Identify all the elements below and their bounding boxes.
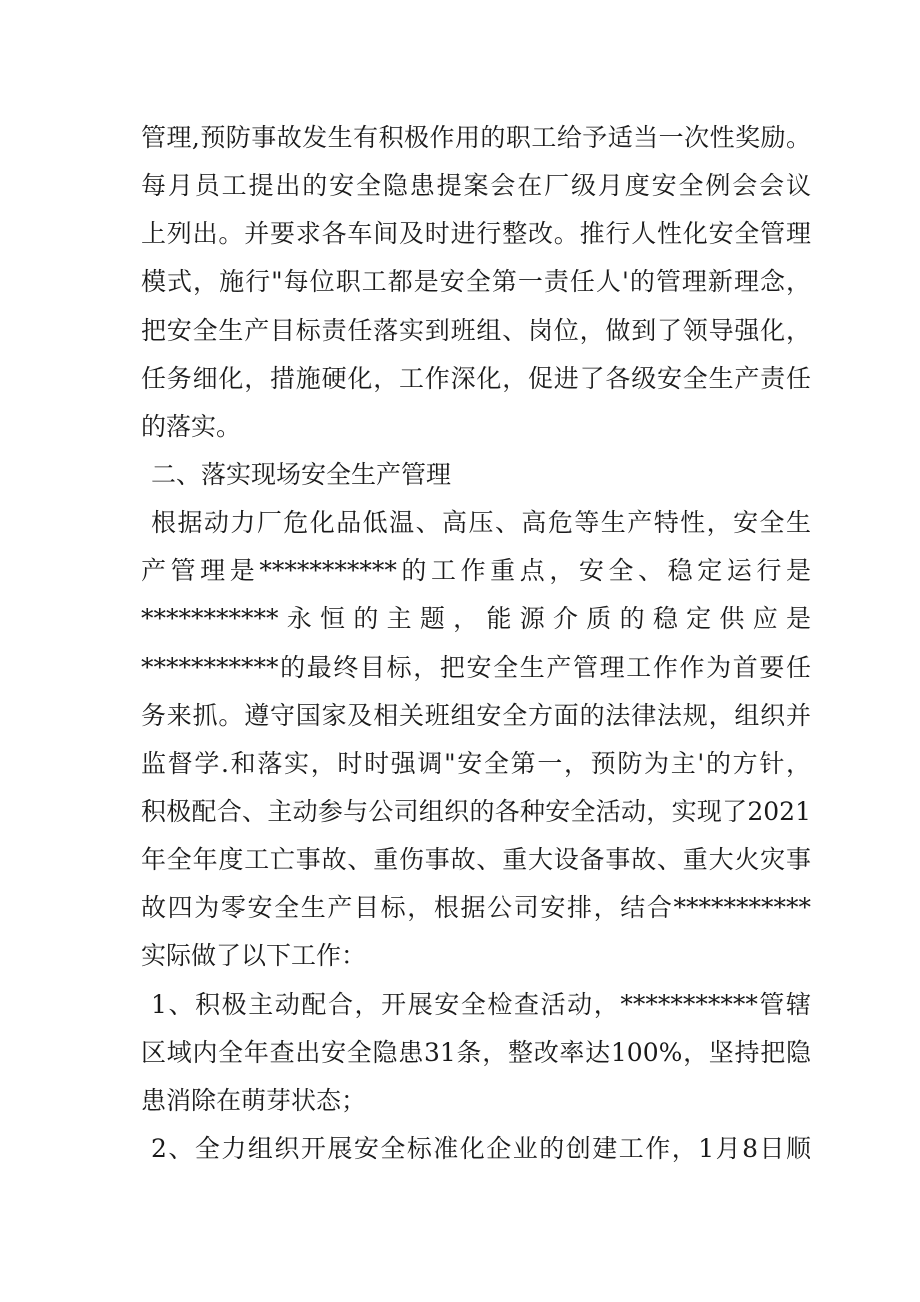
document-body (141, 114, 811, 1173)
text-line: ***********永恒的主题，能源介质的稳定供应是 (141, 604, 811, 634)
text-line: 患消除在萌芽状态； (141, 1085, 367, 1115)
text-line: 把安全生产目标责任落实到班组、岗位，做到了领导强化， (141, 315, 811, 345)
text-line: 每月员工提出的安全隐患提案会在厂级月度安全例会会议 (141, 171, 811, 201)
list-item: 1、积极主动配合，开展安全检查活动，***********管辖 (151, 989, 811, 1019)
text-line: 务来抓。遵守国家及相关班组安全方面的法律法规，组织并 (141, 700, 811, 730)
text-line: 积极配合、主动参与公司组织的各种安全活动，实现了2021 (141, 796, 811, 826)
text-line: 监督学.和落实，时时强调"安全第一，预防为主'的方针， (141, 748, 811, 778)
text-line: ***********的最终目标，把安全生产管理工作作为首要任 (141, 652, 811, 682)
text-line: 年全年度工亡事故、重伤事故、重大设备事故、重大火灾事 (141, 845, 811, 875)
text-line: 的落实。 (141, 411, 242, 441)
section-heading: 二、落实现场安全生产管理 (151, 459, 452, 489)
list-item: 2、全力组织开展安全标准化企业的创建工作，1月8日顺 (151, 1133, 811, 1163)
text-line: 模式，施行"每位职工都是安全第一责任人'的管理新理念， (141, 267, 811, 297)
text-line: 区域内全年查出安全隐患31条，整改率达100%，坚持把隐 (141, 1037, 811, 1067)
text-line: 管理,预防事故发生有积极作用的职工给予适当一次性奖励。 (141, 123, 811, 152)
text-line: 产管理是***********的工作重点，安全、稳定运行是 (141, 556, 811, 586)
text-line: 故四为零安全生产目标，根据公司安排，结合*********** (141, 893, 811, 923)
text-line: 任务细化，措施硬化，工作深化，促进了各级安全生产责任 (141, 363, 811, 393)
text-line: 实际做了以下工作： (141, 941, 367, 971)
text-line: 上列出。并要求各车间及时进行整改。推行人性化安全管理 (141, 219, 811, 249)
text-line: 根据动力厂危化品低温、高压、高危等生产特性，安全生 (151, 508, 811, 538)
